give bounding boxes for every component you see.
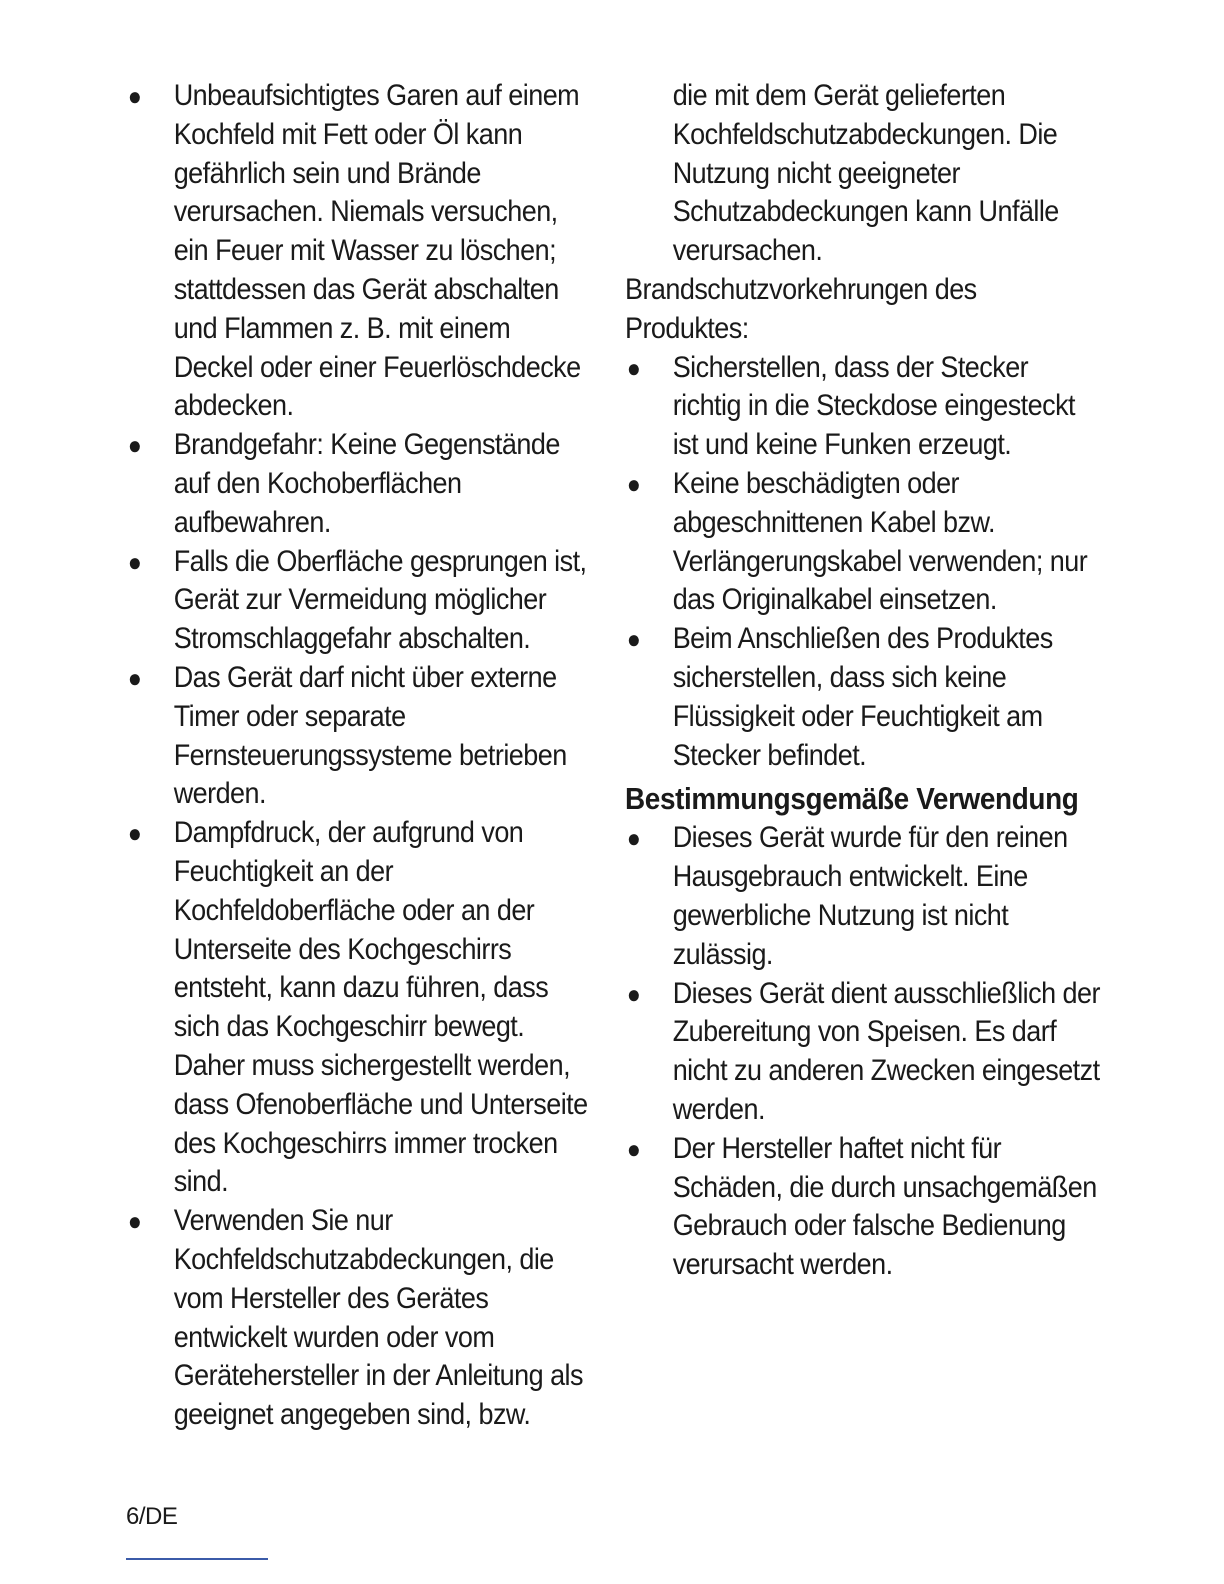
- footer-rule: [126, 1558, 268, 1560]
- list-item: [625, 620, 1102, 775]
- page-number: 6/DE: [126, 1503, 178, 1530]
- bullet-icon: ●: [626, 1133, 641, 1164]
- list-item: [625, 1130, 1102, 1285]
- list-item: [126, 543, 594, 659]
- list-item: [625, 975, 1102, 1130]
- bullet-icon: ●: [127, 818, 142, 849]
- bullet-text: Unbeaufsichtigtes Garen auf einem Kochfeld mit Fett oder Öl kann gefährlich sein und Brände verursachen. Niemals versuchen, ein Feuer mit Wasser zu löschen; stattdessen das Gerät abschalten und Flammen z. B. mit einem Deckel oder einer Feuerlöschdecke abdecken.: [173, 79, 581, 423]
- list-item: [126, 1202, 594, 1435]
- fire-safety-intro: Brandschutzvorkehrungen des Produktes:: [625, 272, 977, 345]
- list-item: [625, 349, 1102, 465]
- left-column: [126, 77, 594, 1435]
- list-item: [126, 659, 594, 814]
- bullet-text: Dieses Gerät dient ausschließlich der Zubereitung von Speisen. Es darf nicht zu anderen Zwecken eingesetzt werden.: [672, 976, 1100, 1126]
- intended-use-list: [625, 819, 1102, 1285]
- bullet-text: Der Hersteller haftet nicht für Schäden, die durch unsachgemäßen Gebrauch oder falsche Bedienung verursacht werden.: [672, 1131, 1097, 1282]
- continuation-text: die mit dem Gerät gelieferten Kochfeldschutzabdeckungen. Die Nutzung nicht geeigneter Schutzabdeckungen kann Unfälle verursachen.: [672, 79, 1059, 268]
- bullet-icon: ●: [626, 624, 641, 655]
- bullet-text: Dieses Gerät wurde für den reinen Hausgebrauch entwickelt. Eine gewerbliche Nutzung ist nicht zulässig.: [672, 821, 1068, 971]
- safety-bullet-list: [126, 77, 594, 1435]
- bullet-text: Falls die Oberfläche gesprungen ist, Gerät zur Vermeidung möglicher Stromschlaggefahr abschalten.: [173, 544, 587, 656]
- bullet-icon: ●: [626, 468, 641, 499]
- bullet-icon: ●: [127, 430, 142, 461]
- right-column: [625, 77, 1102, 1285]
- bullet-icon: ●: [626, 352, 641, 383]
- bullet-icon: ●: [626, 823, 641, 854]
- list-item: [126, 77, 594, 426]
- bullet-icon: ●: [626, 978, 641, 1009]
- section-heading: Bestimmungsgemäße Verwendung: [625, 781, 1079, 817]
- bullet-text: Verwenden Sie nur Kochfeldschutzabdeckungen, die vom Hersteller des Gerätes entwickelt wurden oder vom Gerätehersteller in der Anleitung als geeignet angegeben sind, bzw.: [173, 1204, 583, 1432]
- bullet-text: Keine beschädigten oder abgeschnittenen Kabel bzw. Verlängerungskabel verwenden; nur das Originalkabel einsetzen.: [672, 466, 1088, 617]
- bullet-icon: ●: [127, 662, 142, 693]
- bullet-text: Das Gerät darf nicht über externe Timer oder separate Fernsteuerungssysteme betrieben werden.: [173, 660, 567, 811]
- fire-safety-list: [625, 349, 1102, 776]
- bullet-icon: ●: [127, 1206, 142, 1237]
- bullet-text: Dampfdruck, der aufgrund von Feuchtigkeit an der Kochfeldoberfläche oder an der Unterseite des Kochgeschirrs entsteht, kann dazu führen, dass sich das Kochgeschirr bewegt. Daher muss sichergestellt werden, dass Ofenoberfläche und Unterseite des Kochgeschirrs immer trocken sind.: [173, 816, 588, 1199]
- bullet-text: Beim Anschließen des Produktes sicherstellen, dass sich keine Flüssigkeit oder Feuchtigkeit am Stecker befindet.: [672, 622, 1053, 772]
- list-item: [126, 814, 594, 1202]
- bullet-icon: ●: [127, 81, 142, 111]
- list-item: [625, 819, 1102, 974]
- bullet-icon: ●: [127, 546, 142, 577]
- list-item: [126, 426, 594, 542]
- list-item: [625, 465, 1102, 620]
- bullet-text: Brandgefahr: Keine Gegenstände auf den Kochoberflächen aufbewahren.: [173, 428, 560, 539]
- bullet-text: Sicherstellen, dass der Stecker richtig in die Steckdose eingesteckt ist und keine Funken erzeugt.: [672, 350, 1075, 462]
